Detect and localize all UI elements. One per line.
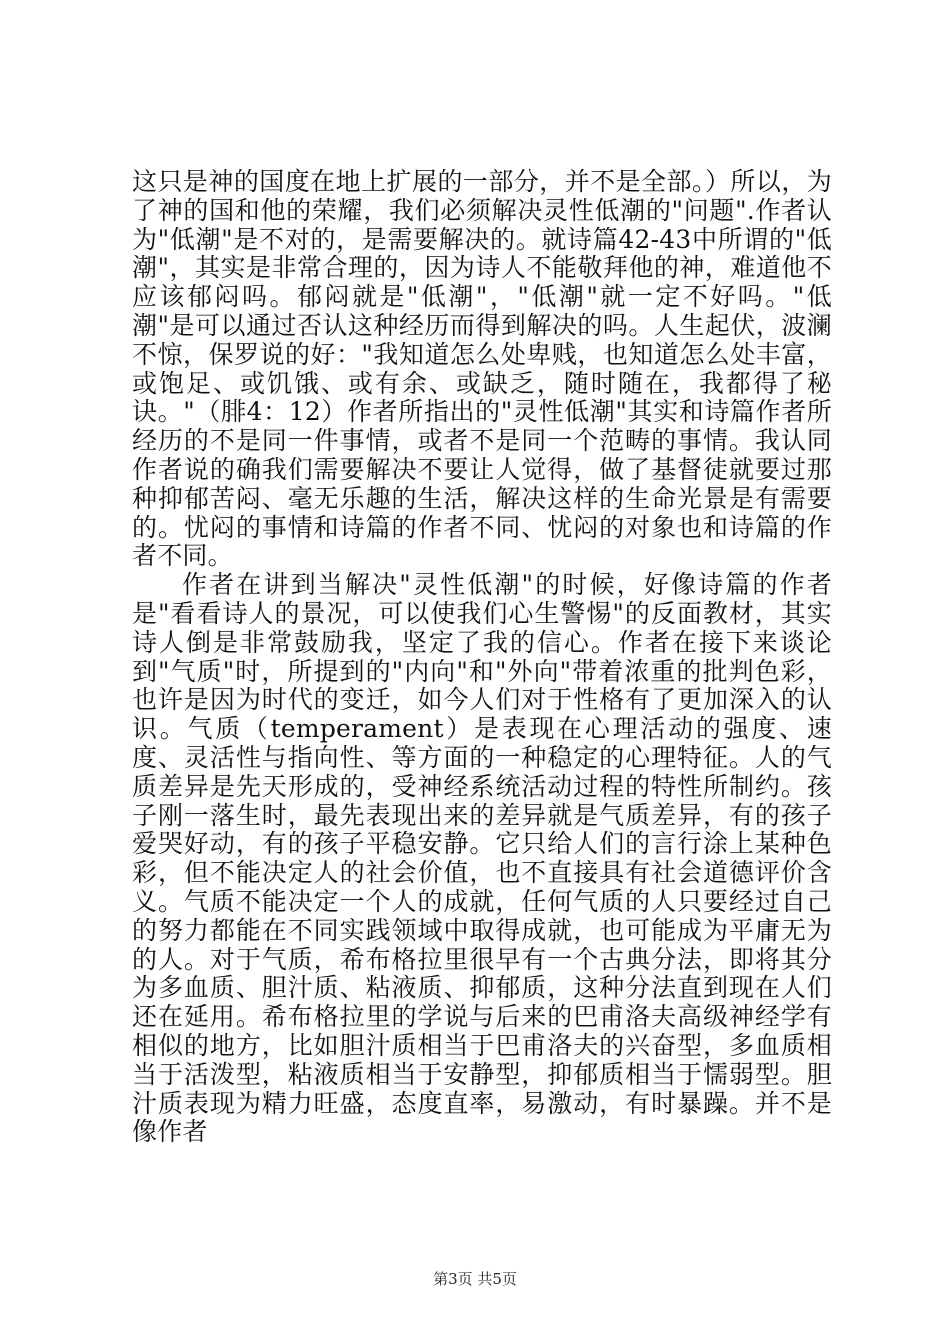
paragraph-2: 作者在讲到当解决"灵性低潮"的时候，好像诗篇的作者是"看看诗人的景况，可以使我们心生警惕"的反面教材，其实诗人倒是非常鼓励我，坚定了我的信心。作者在接下来谈论到"气质"时，所提到的"内向"和"外向"带着浓重的批判色彩，也许是因为时代的变迁，如今人们对于性格有了更加深入的认识。气质（temperament）是表现在心理活动的强度、速度、灵活性与指向性、等方面的一种稳定的心理特征。人的气质差异是先天形成的，受神经系统活动过程的特性所制约。孩子刚一落生时，最先表现出来的差异就是气质差异，有的孩子爱哭好动，有的孩子平稳安静。它只给人们的言行涂上某种色彩，但不能决定人的社会价值，也不直接具有社会道德评价含义。气质不能决定一个人的成就，任何气质的人只要经过自己的努力都能在不同实践领域中取得成就，也可能成为平庸无为的人。对于气质，希布格拉里很早有一个古典分法，即将其分为多血质、胆汁质、粘液质、抑郁质，这种分法直到现在人们还在延用。希布格拉里的学说与后来的巴甫洛夫高级神经学有相似的地方，比如胆汁质相当于巴甫洛夫的兴奋型，多血质相当于活泼型，粘液质相当于安静型，抑郁质相当于懦弱型。胆汁质表现为精力旺盛，态度直率，易激动，有时暴躁。并不是像作者 <box>132 570 832 1147</box>
document-body <box>132 168 832 1147</box>
paragraph-1: 这只是神的国度在地上扩展的一部分，并不是全部。）所以，为了神的国和他的荣耀，我们必须解决灵性低潮的"问题".作者认为"低潮"是不对的，是需要解决的。就诗篇42-43中所谓的"低潮"，其实是非常合理的，因为诗人不能敬拜他的神，难道他不应该郁闷吗。郁闷就是"低潮"，"低潮"就一定不好吗。"低潮"是可以通过否认这种经历而得到解决的吗。人生起伏，波澜不惊，保罗说的好："我知道怎么处卑贱，也知道怎么处丰富，或饱足、或饥饿、或有余、或缺乏，随时随在，我都得了秘诀。"（腓4：12）作者所指出的"灵性低潮"其实和诗篇作者所经历的不是同一件事情，或者不是同一个范畴的事情。我认同作者说的确我们需要解决不要让人觉得，做了基督徒就要过那种抑郁苦闷、毫无乐趣的生活，解决这样的生命光景是有需要的。忧闷的事情和诗篇的作者不同、忧闷的对象也和诗篇的作者不同。 <box>132 167 832 571</box>
page-number-footer: 第3页 共5页 <box>433 1270 517 1288</box>
